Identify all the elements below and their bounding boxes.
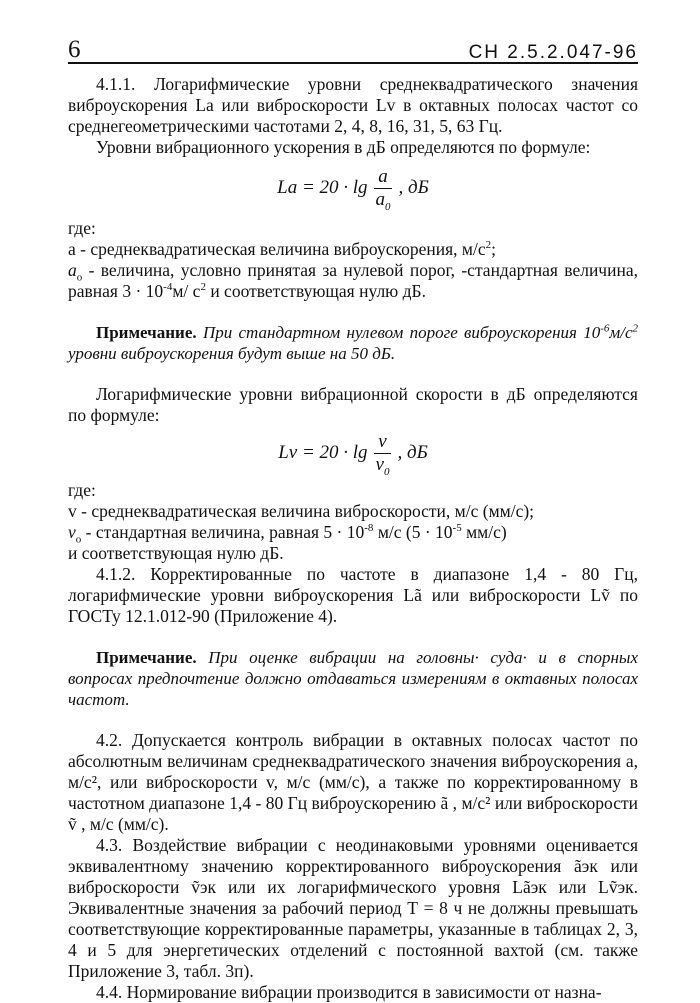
note-1-unit: м/с	[609, 323, 633, 342]
formula2-numerator: v	[374, 431, 390, 454]
definition-v0-sub: o	[75, 533, 82, 546]
section-4-1-1: 4.1.1. Логарифмические уровни среднеквадратического значения виброускорения La или виброскорости Lv в октавных полосах частот со среднегеометрическими частотами 2, 4, 8, 16, 31, 5, 63 Гц.	[68, 74, 638, 136]
definition-a0-exp: -4	[163, 281, 173, 294]
formula2-den-sub: 0	[383, 465, 390, 478]
formula1-fraction	[372, 166, 395, 211]
definition-v0-text: - стандартная величина, равная 5 · 10	[81, 522, 365, 542]
formula-acceleration	[68, 158, 638, 218]
formula2-lhs: Lv = 20 · lg	[278, 442, 368, 463]
where-label-2: где:	[68, 480, 96, 500]
definition-a-text: a - среднеквадратическая величина виброускорения, м/с	[68, 239, 486, 259]
section-4-2: 4.2. Допускается контроль вибрации в октавных полосах частот по абсолютным величинам среднеквадратического значения виброускорения a, м/с², или виброскорости v, м/с (мм/с), а также по корректированному в частотном диапазоне 1,4 - 80 Гц виброускорению ã , м/с² или виброскорости ṽ , м/с (мм/с).	[68, 730, 638, 834]
definition-v0-end: мм/с)	[461, 522, 507, 542]
note-2-label: Примечание.	[96, 648, 197, 667]
note-1-exp: -6	[600, 322, 610, 335]
note-1-text: При стандартном нулевом пороге виброускорения 10	[196, 323, 601, 342]
definition-a0-text: - величина, условно принятая за нулевой порог, -стандартная величина, равная 3 · 10	[68, 260, 638, 301]
definition-a: a - среднеквадратическая величина виброускорения, $м/с^2$;	[68, 239, 496, 259]
note-1-unit-sup: 2	[632, 322, 638, 335]
definition-v0-line2: и соответствующая нулю дБ.	[68, 543, 284, 563]
section-4-4: 4.4. Нормирование вибрации производится в зависимости от назна-	[96, 982, 602, 1002]
definition-v0-exp: -8	[364, 522, 374, 535]
formula2-unit: , дБ	[397, 442, 428, 463]
formula1-unit: , дБ	[398, 177, 429, 198]
formula1-numerator: a	[374, 166, 392, 189]
document-code: СН 2.5.2.047-96	[468, 42, 638, 63]
section-4-1-2: 4.1.2. Корректированные по частоте в диапазоне 1,4 - 80 Гц, логарифмические уровни виброускорения Lã или виброскорости Lṽ по ГОСТу 12.1.012-90 (Приложение 4).	[68, 564, 638, 626]
definition-a0-unit-sup: 2	[200, 281, 206, 294]
formula1-den-symbol: a	[375, 188, 386, 210]
page-number: 6	[68, 36, 81, 63]
formula2-denominator	[372, 454, 394, 476]
note-2-text: При оценке вибрации на головны· суда· и в спорных вопросах предпочтение должно отдаваться измерениям в октавных полосах частот.	[68, 648, 638, 709]
page	[68, 28, 638, 1003]
note-2	[68, 647, 638, 710]
definition-a-sup: 2	[485, 239, 492, 252]
note-1-label: Примечание.	[96, 323, 197, 342]
definition-v0	[68, 522, 638, 546]
formula-velocity	[68, 426, 638, 480]
note-1-tail: уровни виброускорения будут выше на 50 дБ.	[68, 344, 396, 363]
definition-v0-exp2: -5	[452, 522, 462, 535]
formula2-den-symbol: v	[375, 453, 384, 475]
definition-a0-unit: м/ с	[172, 281, 201, 301]
note-1	[68, 322, 638, 364]
definition-a0	[68, 260, 638, 302]
formula-intro-acceleration: Уровни вибрационного ускорения в дБ определяются по формуле:	[96, 137, 591, 157]
formula1-lhs: La = 20 · lg	[277, 177, 368, 198]
definition-v: v - среднеквадратическая величина виброскорости, м/с (мм/с);	[68, 501, 535, 521]
definition-v0-symbol: v	[68, 522, 76, 542]
formula2-fraction	[372, 431, 394, 476]
definition-v0-mid: м/с (5 · 10	[373, 522, 453, 542]
velocity-intro: Логарифмические уровни вибрационной скорости в дБ определяются по формуле:	[68, 384, 638, 425]
where-label-1: где:	[68, 218, 96, 238]
definition-a0-symbol: a	[68, 260, 77, 280]
section-4-3: 4.3. Воздействие вибрации с неодинаковыми уровнями оценивается эквивалентному значению корректированного виброускорения ãэк или виброскорости ṽэк или их логарифмического уровня Lãэк или Lṽэк. Эквивалентные значения за рабочий период Т = 8 ч не должны превышать соответствующие корректированные параметры, указанные в таблицах 2, 3, 4 и 5 для энергетических отделений с постоянной вахтой (см. также Приложение 3, табл. 3п).	[68, 835, 638, 981]
definition-a0-sub: o	[76, 271, 83, 284]
formula1-denominator	[372, 189, 395, 211]
formula1-den-sub: 0	[385, 200, 391, 213]
running-header	[68, 28, 638, 64]
definition-a0-end: и соответствующая нулю дБ.	[205, 281, 426, 301]
